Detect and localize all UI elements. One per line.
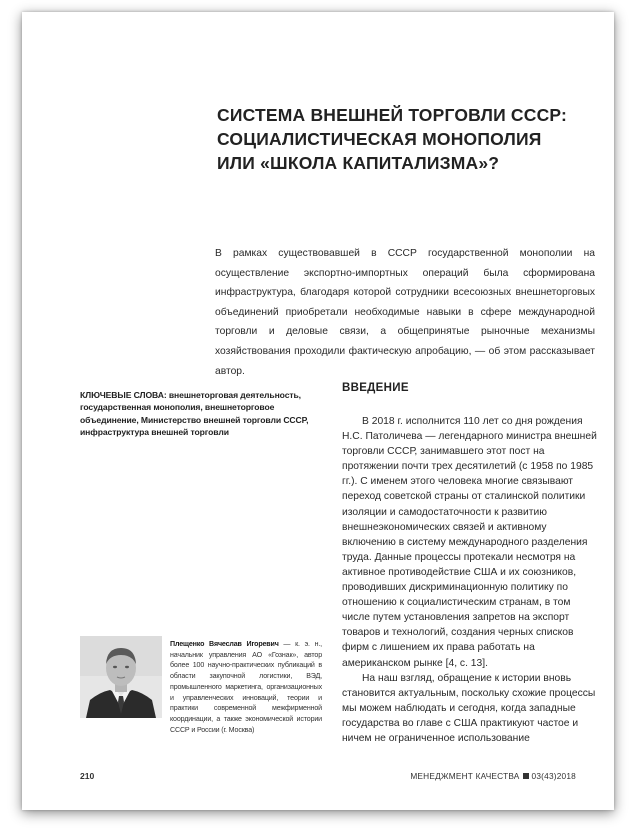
article-title bbox=[217, 103, 597, 175]
journal-page bbox=[22, 12, 614, 810]
journal-name: МЕНЕДЖМЕНТ КАЧЕСТВА bbox=[410, 771, 520, 781]
article-abstract: В рамках существовавшей в СССР государственной монополии на осуществление экспортно-импортных операций была сформирована инфраструктура, благодаря которой сотрудники всесоюзных внешнеторговых объединений приобретали необходимые навыки в сфере международной торговли и деловые связи, а общепринятые рыночные механизмы хозяйствования проходили фактическую апробацию, — об этом рассказывает автор. bbox=[215, 248, 595, 377]
author-name: Плещенко Вячеслав Игоревич bbox=[170, 640, 279, 648]
body-paragraph-2: На наш взгляд, обращение к истории вновь становится актуальным, поскольку схожие процессы мы можем наблюдать и сегодня, когда западные государства во главе с США практикуют частое и ничем не ограниченное использование bbox=[342, 672, 596, 744]
title-line-2: СОЦИАЛИСТИЧЕСКАЯ МОНОПОЛИЯ bbox=[217, 129, 542, 149]
body-paragraph-1: В 2018 г. исполнится 110 лет со дня рождения Н.С. Патоличева — легендарного министра внешней торговли СССР, занимавшего этот пост на протяжении почти трех десятилетий (с 1958 по 1985 гг.). С именем этого человека многие связывают переход советской страны от сталинской политики изоляции и самодостаточности к развитию внешнеэкономических связей и активному включению в систему международного разделения труда. Данные процессы протекали несмотря на активное противодействие США и их союзников, проводивших дискриминационную политику по отношению к социалистическим странам, в том числе путем установления запретов на экспорт товаров и технологий, создания черных списков фирм с лишением их права работать на американском рынке [4, с. 13]. bbox=[342, 416, 597, 669]
page-number: 210 bbox=[80, 771, 95, 781]
journal-issue: 03(43)2018 bbox=[531, 771, 576, 781]
author-photo bbox=[80, 636, 162, 718]
journal-footer bbox=[410, 771, 576, 781]
square-separator-icon bbox=[523, 773, 529, 779]
keywords: КЛЮЧЕВЫЕ СЛОВА: внешнеторговая деятельность, государственная монополия, внешнеторговое объединение, Министерство внешней торговли СССР, инфраструктура внешней торговли bbox=[80, 390, 309, 438]
title-line-3: ИЛИ «ШКОЛА КАПИТАЛИЗМА»? bbox=[217, 153, 500, 173]
author-description: — к. э. н., начальник управления АО «Гознак», автор более 100 научно-практических публикаций в области закупочной логистики, ВЭД, промышленного маркетинга, организационных и управленческих инноваций, теории и практики современной межфирменной координации, а также экономической истории СССР и России (г. Москва) bbox=[170, 640, 322, 734]
article-body bbox=[342, 414, 598, 746]
author-portrait-image bbox=[80, 636, 162, 718]
section-heading-introduction: ВВЕДЕНИЕ bbox=[342, 382, 409, 394]
author-info bbox=[170, 639, 322, 735]
title-line-1: СИСТЕМА ВНЕШНЕЙ ТОРГОВЛИ СССР: bbox=[217, 105, 568, 125]
